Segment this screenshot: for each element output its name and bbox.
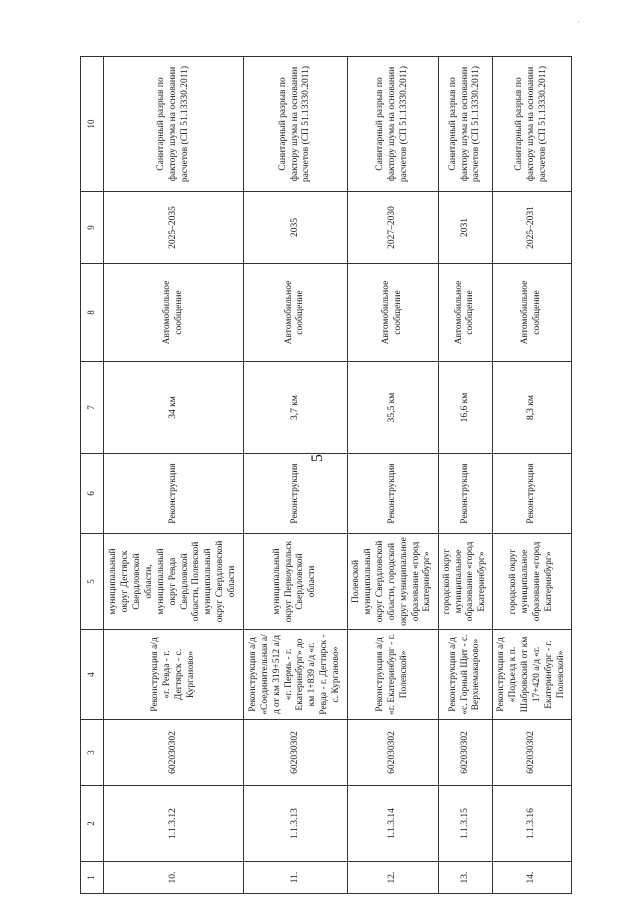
- object-length: 34 км: [104, 362, 244, 454]
- row-number: 11.: [244, 862, 347, 894]
- object-length: 3,7 км: [244, 362, 347, 454]
- object-name: Реконструкция а/д «г. Ревда - г. Дегтярск - с. Курганово»: [104, 630, 244, 720]
- column-number: 9: [81, 192, 104, 264]
- object-period: 2027–2030: [347, 192, 438, 264]
- table-row: [244, 57, 347, 894]
- column-number: 10: [81, 57, 104, 192]
- table-row: [493, 57, 572, 894]
- column-number: 8: [81, 264, 104, 362]
- table-row: [438, 57, 492, 894]
- work-type: Реконструкция: [493, 454, 572, 534]
- object-table: [80, 56, 572, 894]
- object-name: Реконструкция а/д «с. Горный Щит - с. Верхнемакарово»: [438, 630, 492, 720]
- object-period: 2025–2035: [104, 192, 244, 264]
- column-number: 4: [81, 630, 104, 720]
- object-period: 2025–2031: [493, 192, 572, 264]
- object-id: 602030302: [438, 720, 492, 786]
- object-zone: Санитарный разрыв по фактору шума на основании расчетов (СП 51.13330.2011): [438, 57, 492, 192]
- object-purpose: Автомобильное сообщение: [347, 264, 438, 362]
- object-code: 1.1.3.12: [104, 786, 244, 862]
- object-period: 2035: [244, 192, 347, 264]
- object-zone: Санитарный разрыв по фактору шума на основании расчетов (СП 51.13330.2011): [347, 57, 438, 192]
- row-number: 10.: [104, 862, 244, 894]
- table-row: [104, 57, 244, 894]
- object-id: 602030302: [347, 720, 438, 786]
- work-type: Реконструкция: [104, 454, 244, 534]
- object-purpose: Автомобильное сообщение: [244, 264, 347, 362]
- object-purpose: Автомобильное сообщение: [493, 264, 572, 362]
- column-number: 5: [81, 534, 104, 630]
- object-length: 8,3 км: [493, 362, 572, 454]
- object-code: 1.1.3.13: [244, 786, 347, 862]
- object-length: 16,6 км: [438, 362, 492, 454]
- object-zone: Санитарный разрыв по фактору шума на основании расчетов (СП 51.13330.2011): [244, 57, 347, 192]
- column-number: 6: [81, 454, 104, 534]
- object-code: 1.1.3.15: [438, 786, 492, 862]
- work-type: Реконструкция: [438, 454, 492, 534]
- object-location: городской округ муниципальное образование «город Екатеринбург»: [438, 534, 492, 630]
- object-code: 1.1.3.16: [493, 786, 572, 862]
- object-id: 602030302: [244, 720, 347, 786]
- object-location: городской округ муниципальное образование «город Екатеринбург»: [493, 534, 572, 630]
- object-location: Полевской муниципальный округ Свердловской области, городской округ муниципальное образование «город Екатеринбург»: [347, 534, 438, 630]
- object-purpose: Автомобильное сообщение: [104, 264, 244, 362]
- object-name: Реконструкция а/д «Подъезд к п. Шабровский от км 17+420 а/д «г. Екатеринбург - г. Полевской»: [493, 630, 572, 720]
- object-name: Реконструкция а/д «г. Екатеринбург - г. Полевской»: [347, 630, 438, 720]
- object-location: муниципальный округ Первоуральск Свердловской области: [244, 534, 347, 630]
- rotated-table-wrapper: [80, 57, 572, 894]
- row-number: 12.: [347, 862, 438, 894]
- object-code: 1.1.3.14: [347, 786, 438, 862]
- object-name: Реконструкция а/д «Соединительная а/д от км 319+512 а/д «г. Пермь - г. Екатеринбург» до км 1+839 а/д «г. Ревда - г. Дегтярск - с. Курганово»: [244, 630, 347, 720]
- object-length: 35,5 км: [347, 362, 438, 454]
- column-number: 7: [81, 362, 104, 454]
- stray-mark: ·: [577, 17, 580, 27]
- table-row: [347, 57, 438, 894]
- object-id: 602030302: [493, 720, 572, 786]
- object-purpose: Автомобильное сообщение: [438, 264, 492, 362]
- page-number: 5: [309, 454, 326, 462]
- object-zone: Санитарный разрыв по фактору шума на основании расчетов (СП 51.13330.2011): [493, 57, 572, 192]
- object-id: 602030302: [104, 720, 244, 786]
- object-period: 2031: [438, 192, 492, 264]
- column-number: 3: [81, 720, 104, 786]
- column-number: 1: [81, 862, 104, 894]
- row-number: 13.: [438, 862, 492, 894]
- work-type: Реконструкция: [244, 454, 347, 534]
- column-number: 2: [81, 786, 104, 862]
- row-number: 14.: [493, 862, 572, 894]
- work-type: Реконструкция: [347, 454, 438, 534]
- object-location: муниципальный округ Дегтярск Свердловской области, муниципальный округ Ревда Свердловской области, Полевской муниципальный округ Свердловской области: [104, 534, 244, 630]
- column-number-row: [81, 57, 104, 894]
- object-zone: Санитарный разрыв по фактору шума на основании расчетов (СП 51.13330.2011): [104, 57, 244, 192]
